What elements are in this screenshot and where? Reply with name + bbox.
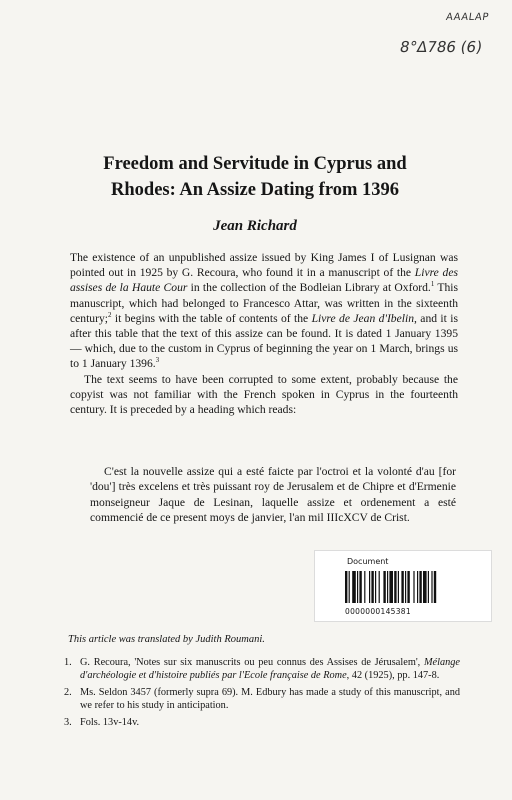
author-name: Jean Richard [213,218,297,234]
barcode-bar [352,571,356,603]
barcode-bar [428,571,429,603]
footnote-ref-2[interactable]: 2 [108,310,112,319]
barcode-bar [359,571,361,603]
barcode-bar [387,571,388,603]
handwritten-shelfmark-top: AAALAP [445,12,490,23]
handwritten-shelfmark: 8°Δ786 (6) [398,38,484,56]
document-label: Document [347,557,389,566]
footnote-3: 3. Fols. 13v-14v. [64,716,140,728]
barcode-bar [371,571,373,603]
document-barcode-label [314,550,492,622]
barcode-bar [431,571,432,603]
barcode-bar [369,571,370,603]
barcode-bar [407,571,409,603]
barcode-bar [405,571,406,603]
footnote-2: 2. Ms. Seldon 3457 (formerly supra 69). M. Edbury has made a study of this manuscript, and we refer to his study in anticipation. [64,686,460,712]
article-title-line-1: Freedom and Servitude in Cyprus and [103,154,407,174]
footnote-ref-3[interactable]: 3 [155,356,160,365]
paragraph-2: The text seems to have been corrupted to some extent, probably because the copyist was not familiar with the French spoken in Cyprus in the fourteenth century. It is preceded by a heading which reads: [70,372,458,417]
barcode-bar [364,571,365,603]
barcode-bar [413,571,414,603]
barcode-bar [357,571,358,603]
footnote-number: 1. [64,657,72,668]
book-title: Livre de Jean d'Ibelin [311,311,414,325]
barcode-bar [375,571,376,603]
barcode-bar [389,571,393,603]
footnote-number: 2. [64,686,72,698]
barcode-bar [345,571,347,603]
footnote-1: 1. G. Recoura, 'Notes sur six manuscrits ou peu connus des Assises de Jérusalem', Mélange d'archéologie et d'histoire publiés par l'Ecole française de Rome, 42 (1925), pp. 147-8. [64,657,460,682]
block-quote: C'est la nouvelle assize qui a esté faicte par l'octroi et la volonté d'au [for 'dou'] très excelens et très puissant roy de Jerusalem et de Chipre et d'Ermenie monseigneur Jaque de Lesinan, laquelle assize et ordenement a esté commencié de ce present moys de janvier, l'an mil IIIcXCV de Crist. [90,465,456,525]
barcode-bar [379,571,380,603]
article-title [60,151,450,203]
translator-note: This article was translated by Judith Roumani. [68,634,265,645]
article-title-line-2: Rhodes: An Assize Dating from 1396 [111,180,399,200]
barcode-bar [423,571,427,603]
footnote-ref-1[interactable]: 1 [430,280,435,289]
barcode-bar [383,571,385,603]
footnotes [64,656,460,732]
barcode-bar [434,571,436,603]
barcode-bar [401,571,403,603]
footnote-number: 3. [64,716,72,728]
barcode-bar [394,571,396,603]
book-title: Livre des assises de la Haute Cour [70,266,458,295]
journal-title: Mélange d'archéologie et d'histoire publiés par l'Ecole française de Rome [80,657,460,682]
barcode-icon [345,571,465,603]
document-number: 0000000145381 [345,607,411,616]
barcode-bar [349,571,350,603]
barcode-bar [417,571,418,603]
article-body [70,250,458,417]
barcode-bar [419,571,421,603]
barcode-bar [398,571,399,603]
paragraph-1: The existence of an unpublished assize issued by King James I of Lusignan was pointed out in 1925 by G. Recoura, who found it in a manuscript of the Livre des assises de la Haute Cour in the collection of the Bodleian Library at Oxford.$^1$ This manuscript, which had belonged to Francesco Attar, was written in the sixteenth century;$^2$ it begins with the table of contents of the Livre de Jean d'Ibelin, and it is after this table that the text of this assize can be found. It is dated 1 January 1395 — which, due to the custom in Cyprus of beginning the year on 1 March, brings us to 1 January 1396.$^3$ [70,251,459,371]
